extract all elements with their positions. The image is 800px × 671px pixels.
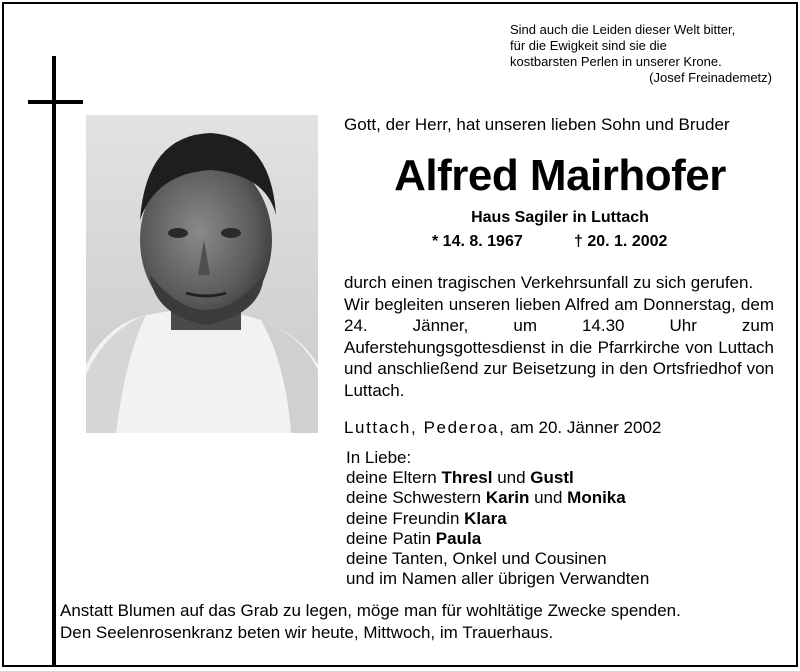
conjunction: und bbox=[492, 468, 531, 488]
quote-block bbox=[510, 22, 772, 86]
quote-line: kostbarsten Perlen in unserer Krone. bbox=[510, 54, 722, 69]
intro-line: Gott, der Herr, hat unseren lieben Sohn und Bruder bbox=[344, 115, 730, 134]
quote-line: Sind auch die Leiden dieser Welt bitter, bbox=[510, 22, 736, 37]
footer-line: Anstatt Blumen auf das Grab zu legen, möge man für wohltätige Zwecke spenden. bbox=[60, 601, 681, 620]
mourner-name: Thresl bbox=[441, 468, 493, 488]
obituary-notice bbox=[2, 2, 798, 667]
cross-horizontal-bar bbox=[28, 100, 83, 104]
mourner-name: Monika bbox=[567, 488, 626, 508]
list-item bbox=[346, 529, 778, 549]
list-item bbox=[346, 468, 778, 488]
mourners-list bbox=[346, 448, 778, 589]
mourner-name: Karin bbox=[485, 488, 530, 508]
mourner-name: Gustl bbox=[530, 468, 574, 488]
quote-line: für die Ewigkeit sind sie die bbox=[510, 38, 667, 53]
place-and-date bbox=[344, 417, 776, 439]
announcement-text bbox=[344, 272, 774, 401]
relation-label: deine Schwestern bbox=[346, 488, 486, 508]
place-names: Luttach, Pederoa, bbox=[344, 418, 506, 437]
list-item: deine Tanten, Onkel und Cousinen bbox=[346, 549, 607, 569]
mourner-name: Paula bbox=[435, 528, 482, 548]
deceased-name: Alfred Mairhofer bbox=[394, 151, 726, 200]
footer-notes bbox=[60, 600, 780, 644]
announcement-paragraph: Wir begleiten unseren lieben Alfred am Donnerstag, dem 24. Jänner, um 14.30 Uhr zum Auferstehungsgottesdienst in die Pfarrkirche von Luttach und anschließend zur Beisetzung in den Ortsfriedhof von Luttach. bbox=[344, 294, 774, 400]
cross-vertical-bar bbox=[52, 56, 56, 666]
mourner-name: Klara bbox=[464, 508, 507, 528]
notice-date: am 20. Jänner 2002 bbox=[505, 418, 662, 437]
death-date: † 20. 1. 2002 bbox=[574, 233, 668, 250]
list-item bbox=[346, 509, 778, 529]
relation-label: deine Patin bbox=[346, 528, 436, 548]
mourners-heading: In Liebe: bbox=[346, 448, 412, 467]
quote-author: (Josef Freinademetz) bbox=[649, 70, 772, 85]
conjunction: und bbox=[529, 488, 568, 508]
residence: Haus Sagiler in Luttach bbox=[471, 209, 649, 226]
birth-date: * 14. 8. 1967 bbox=[432, 233, 523, 250]
relation-label: deine Eltern bbox=[346, 468, 442, 488]
announcement-paragraph: durch einen tragischen Verkehrsunfall zu sich gerufen. bbox=[344, 273, 754, 292]
relation-label: deine Freundin bbox=[346, 508, 465, 528]
footer-line: Den Seelenrosenkranz beten wir heute, Mittwoch, im Trauerhaus. bbox=[60, 623, 554, 642]
list-item bbox=[346, 488, 778, 508]
list-item: und im Namen aller übrigen Verwandten bbox=[346, 569, 650, 589]
portrait-photo bbox=[86, 115, 318, 433]
